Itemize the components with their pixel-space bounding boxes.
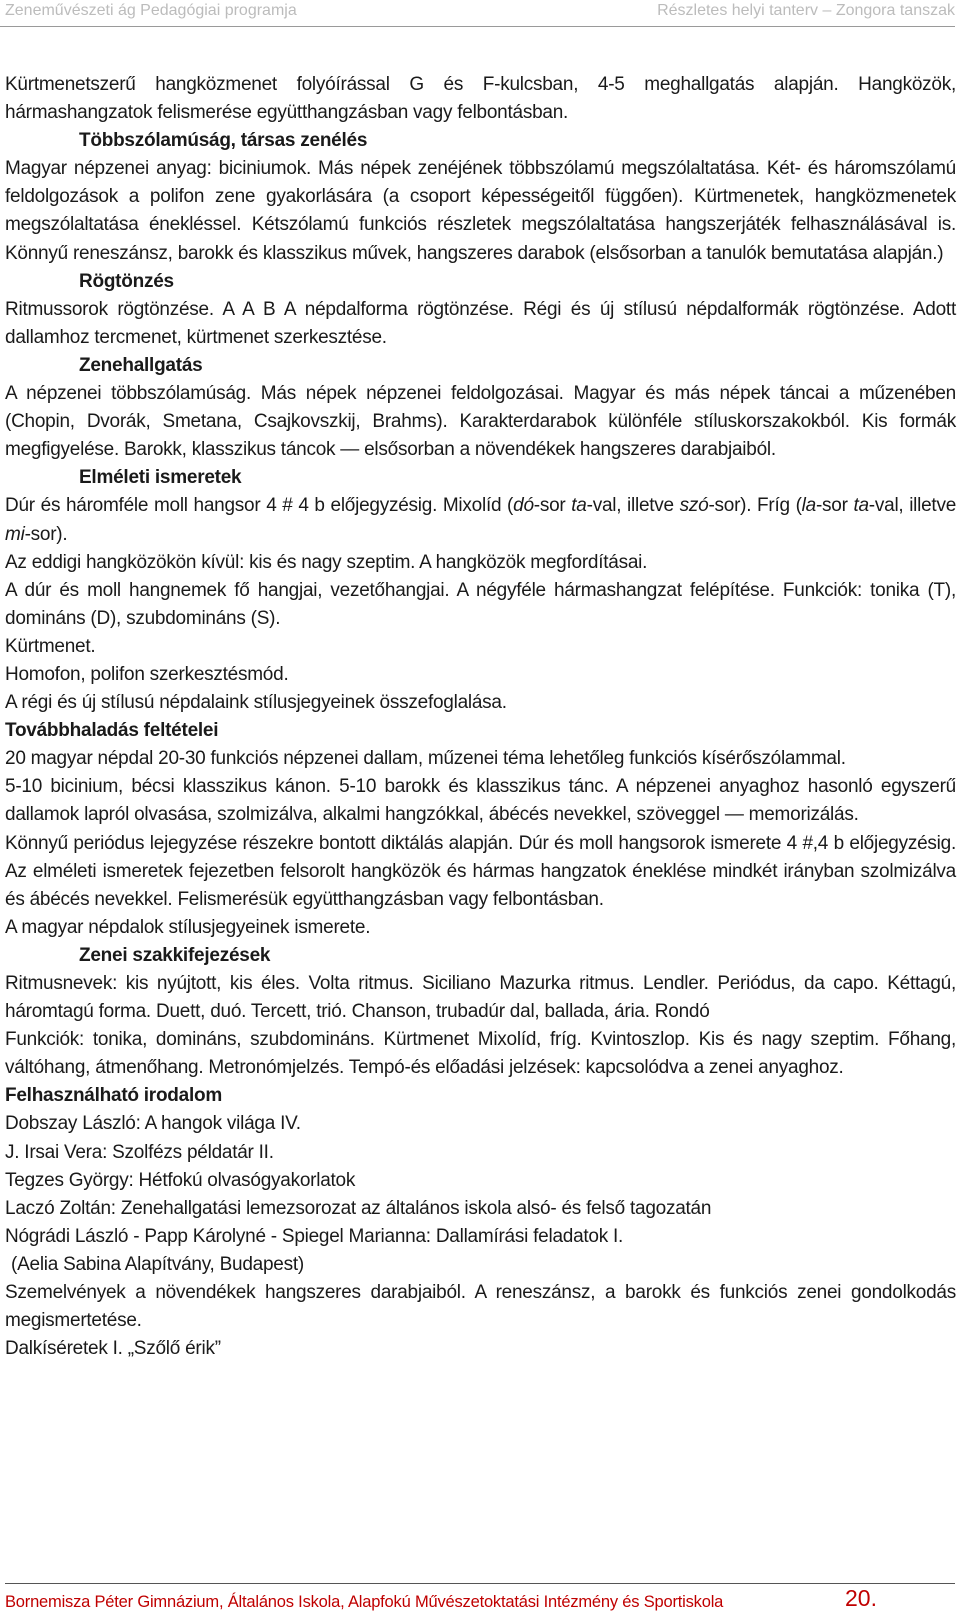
text-run: Dúr és háromféle moll hangsor 4 # 4 b előjegyzésig. Mixolíd ( (5, 495, 514, 517)
solmization-italic: mi (5, 523, 25, 545)
header-left-title: Zeneművészeti ág Pedagógiai programja (5, 2, 297, 19)
paragraph: 5-10 bicinium, bécsi klasszikus kánon. 5-10 barokk és klasszikus tánc. A népzenei anyaghoz hasonló egyszerű dallamok lapról olvasása, szolmizálva, alkalmi hangzókkal, ábécés nevekkel, szöveggel — memorizálás. (5, 776, 956, 826)
paragraph: Kürtmenetszerű hangközmenet folyóírással G és F-kulcsban, 4-5 meghallgatás alapján. Hangközök, hármashangzatok felismerése együtthangzásban vagy felbontásban. (5, 74, 956, 124)
text-run: -val, illetve (868, 495, 957, 517)
bibliography-entry: Tegzes György: Hétfokú olvasógyakorlatok (5, 1169, 356, 1191)
header-right-title: Részletes helyi tanterv – Zongora tanszak (657, 2, 955, 19)
paragraph: Ritmusnevek: kis nyújtott, kis éles. Volta ritmus. Siciliano Mazurka ritmus. Lendler. Periódus, da capo. Kéttagú, háromtagú forma. Duett, duó. Tercett, trió. Chanson, trubadúr dal, ballada, ária. Rondó (5, 973, 956, 1023)
bibliography-entry: (Aelia Sabina Alapítvány, Budapest) (11, 1253, 304, 1275)
footer-institution: Bornemisza Péter Gimnázium, Általános Iskola, Alapfokú Művészetoktatási Intézmény és Sportiskola (5, 1593, 724, 1611)
solmization-italic: ta (571, 495, 587, 517)
section-heading-rogtonzes: Rögtönzés (79, 270, 174, 292)
section-heading-elmeleti-ismeretek: Elméleti ismeretek (79, 467, 242, 489)
paragraph: Ritmussorok rögtönzése. A A B A népdalforma rögtönzése. Régi és új stílusú népdalformák rögtönzése. Adott dallamhoz tercmenet, kürtmenet szerkesztése. (5, 298, 956, 348)
bibliography-entry: Nógrádi László - Papp Károlyné - Spiegel Marianna: Dallamírási feladatok I. (5, 1225, 624, 1247)
section-heading-irodalom: Felhasználható irodalom (5, 1085, 223, 1107)
text-run: -sor). Fríg ( (708, 495, 802, 517)
paragraph: A magyar népdalok stílusjegyeinek ismerete. (5, 916, 371, 938)
bibliography-entry: Dobszay László: A hangok világa IV. (5, 1113, 301, 1135)
paragraph: Funkciók: tonika, domináns, szubdomináns. Kürtmenet Mixolíd, fríg. Kvintoszlop. Kis és nagy szeptim. Főhang, váltóhang, átmenőhang. Metronómjelzés. Tempó-és előadási jelzések: kapcsolódva a zenei anyaghoz. (5, 1029, 956, 1079)
text-run: -sor). (24, 523, 68, 545)
paragraph: Kürtmenet. (5, 635, 96, 657)
paragraph: Homofon, polifon szerkesztésmód. (5, 663, 289, 685)
paragraph: 20 magyar népdal 20-30 funkciós népzenei dallam, műzenei téma lehetőleg funkciós kísérőszólammal. (5, 748, 846, 770)
solmization-italic: dó (513, 495, 534, 517)
paragraph: Az eddigi hangközökön kívül: kis és nagy szeptim. A hangközök megfordításai. (5, 551, 648, 573)
paragraph: A népzenei többszólamúság. Más népek népzenei feldolgozásai. Magyar és más népek táncai a műzenében (Chopin, Dvorák, Smetana, Csajkovszkij, Brahms). Karakterdarabok különféle stíluskorszakokból. Kis formák megfigyelése. Barokk, klasszikus táncok — elsősorban a növendékek hangszeres darabjaiból. (5, 383, 956, 461)
paragraph: Könnyű periódus lejegyzése részekre bontott diktálás alapján. Dúr és moll hangsorok ismerete 4 #,4 b előjegyzésig. Az elméleti ismeretek fejezetben felsorolt hangközök és hármas hangzatok éneklése mindkét irányban szolmizálva és ábécés nevekkel. Felismerésük együtthangzásban vagy felbontásban. (5, 832, 956, 910)
section-heading-zenehallgatas: Zenehallgatás (79, 354, 203, 376)
text-run: -sor (533, 495, 572, 517)
page-number: 20. (845, 1585, 877, 1611)
bibliography-entry: Dalkíséretek I. „Szőlő érik” (5, 1338, 221, 1360)
bibliography-entry: Szemelvények a növendékek hangszeres darabjaiból. A reneszánsz, a barokk és funkciós zenei gondolkodás megismertetése. (5, 1282, 956, 1332)
bibliography-entry: Laczó Zoltán: Zenehallgatási lemezsorozat az általános iskola alsó- és felső tagozatán (5, 1197, 712, 1219)
paragraph: Magyar népzenei anyag: biciniumok. Más népek zenéjének többszólamú megszólaltatása. Két- és háromszólamú feldolgozások a polifon zene gyakorlására (a csoport képességeitől függően). Kürtmenetek, hangközmenetek megszólaltatása énekléssel. Kétszólamú funkciós részletek megszólaltatása hangszerjáték felhasználásával is. Könnyű reneszánsz, barokk és klasszikus művek, hangszeres darabok (elsősorban a tanulók bemutatása alapján.) (5, 158, 956, 264)
solmization-italic: szó (679, 495, 709, 517)
solmization-italic: la (801, 495, 816, 517)
paragraph: A régi és új stílusú népdalaink stílusjegyeinek összefoglalása. (5, 692, 507, 714)
text-run: -sor (815, 495, 854, 517)
page-footer (5, 1583, 955, 1618)
section-heading-tovabbhaladas: Továbbhaladás feltételei (5, 720, 219, 742)
bibliography-entry: J. Irsai Vera: Szolfézs példatár II. (5, 1141, 274, 1163)
page-header (0, 0, 955, 27)
document-body (5, 71, 956, 1363)
text-run: -val, illetve (586, 495, 680, 517)
solmization-italic: ta (853, 495, 869, 517)
section-heading-tobbszolamusag: Többszólamúság, társas zenélés (79, 130, 368, 152)
paragraph-scales (5, 492, 956, 548)
paragraph: A dúr és moll hangnemek fő hangjai, vezetőhangjai. A négyféle hármashangzat felépítése. Funkciók: tonika (T), domináns (D), szubdomináns (S). (5, 579, 956, 629)
section-heading-zenei-szakkifejezesek: Zenei szakkifejezések (79, 944, 271, 966)
